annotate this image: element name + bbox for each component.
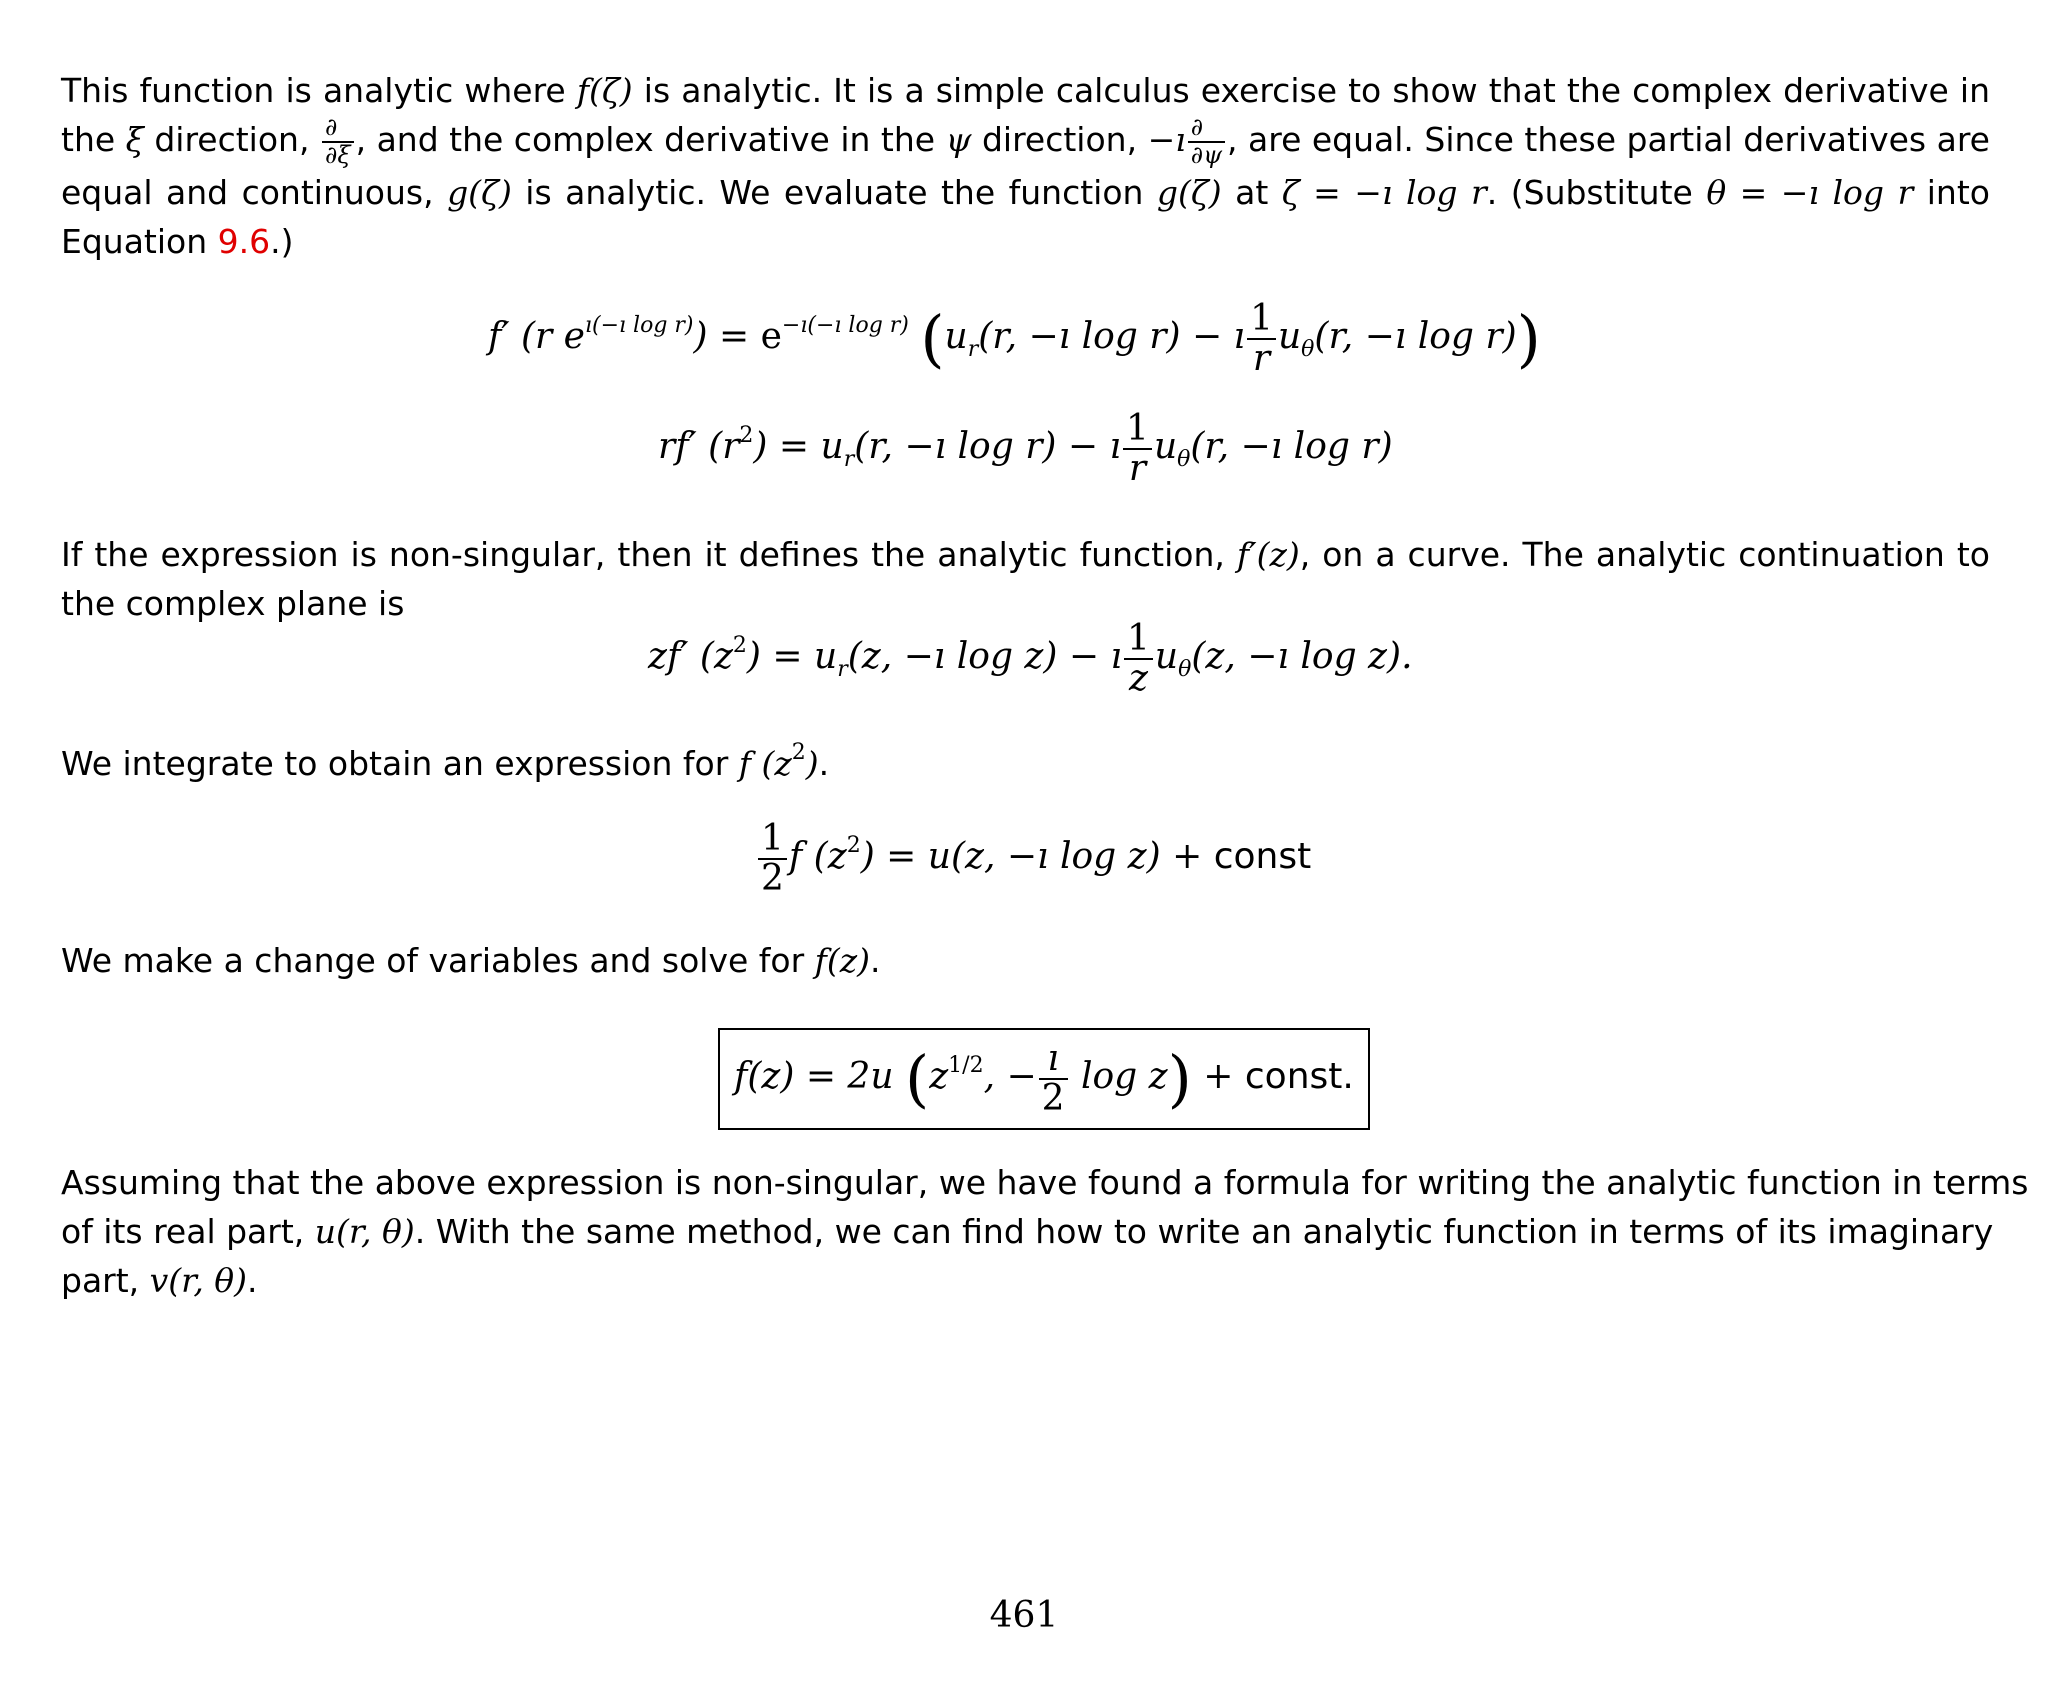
- left-paren: (: [904, 1041, 930, 1115]
- paragraph-analytic-intro: [61, 66, 1990, 266]
- paragraph-conclusion: [61, 1158, 2029, 1305]
- text-line: part, v(r, θ).: [61, 1261, 258, 1300]
- fraction: $\frac{1}{2}$: [758, 820, 787, 898]
- right-paren: ): [1167, 1041, 1192, 1115]
- fraction: $\frac{ı}{2}$: [1039, 1040, 1068, 1118]
- paragraph-continuation: [61, 530, 1990, 628]
- paragraph-change-of-variables: [61, 936, 1990, 985]
- math-inline: ζ = −ı log r: [1281, 172, 1487, 212]
- text-line: equal and continuous, g(ζ) is analytic. We evaluate the function g(ζ) at ζ = −ı log r. (Substitute θ = −ı log r into: [61, 172, 1990, 212]
- text-line: of its real part, u(r, θ). With the same method, we can find how to write an analytic function in terms of its imaginary: [61, 1212, 1994, 1251]
- math-inline: g(ζ): [447, 172, 512, 212]
- text-line: We make a change of variables and solve for f(z).: [61, 941, 881, 980]
- math-inline: ξ: [125, 120, 144, 159]
- text-line: This function is analytic where f(ζ) is analytic. It is a simple calculus exercise to show that the complex derivative in: [61, 71, 1990, 110]
- math-inline: −ı: [1147, 120, 1186, 159]
- math-inline: θ = −ı log r: [1706, 172, 1914, 212]
- text-line: Equation 9.6.): [61, 221, 294, 261]
- text-line: We integrate to obtain an expression for f $(z^2)$.: [61, 740, 830, 783]
- text-line: Assuming that the above expression is non-singular, we have found a formula for writing the analytic function in terms: [61, 1163, 2029, 1202]
- fraction: $\frac{1}{r}$: [1247, 300, 1276, 378]
- left-paren: (: [920, 301, 945, 375]
- math-inline: f(ζ): [576, 71, 633, 110]
- page-number: 461: [989, 1595, 1059, 1636]
- equation-4: $\frac{1}{2}$ f $(z^2) = u(z$, −ı log z) + const: [756, 820, 1311, 898]
- fraction: $\frac{1}{z}$: [1124, 620, 1153, 698]
- math-inline: g(ζ): [1156, 172, 1222, 212]
- equation-2: rf′ $(r^2) = u_r(r$, −ı log r) − ı $\frac{1}{r}$ $u_\theta(r$, −ı log r): [658, 408, 1393, 489]
- text-line: the ξ direction, $\frac{\partial}{\partial\xi}$ , and the complex derivative in the ψ direction, −ı $\frac{\partial}{\partial\psi}$ , are equal. Since these partial derivatives are: [61, 113, 1990, 169]
- boxed-result-equation: f(z) = 2u ($z^{1/2}$, − $\frac{ı}{2}$ log z) + const.: [718, 1028, 1370, 1130]
- fraction: $\frac{1}{r}$: [1123, 410, 1152, 488]
- partial-fraction: $\frac{\partial}{\partial\xi}$: [322, 115, 354, 167]
- equation-1: f′ (r $e^{ı(-ı log r)}) = e^{-ı(-ı log r)}$ ($u_r(r$, −ı log r) − ı $\frac{1}{r}$ $u_\theta(r$, −ı log r)): [488, 298, 1541, 379]
- right-paren: ): [1516, 301, 1541, 375]
- text-line: If the expression is non-singular, then it defines the analytic function, f′(z), on a curve. The analytic continuation to: [61, 535, 1990, 574]
- math-inline: f′(z): [1236, 535, 1300, 574]
- math-inline: ψ: [945, 120, 972, 159]
- partial-fraction: $\frac{\partial}{\partial\psi}$: [1188, 115, 1225, 167]
- equation-reference-link[interactable]: 9.6: [217, 221, 271, 261]
- text-line: the complex plane is: [61, 584, 405, 623]
- equation-3: zf′ $(z^2) = u_r(z$, −ı log z) − ı $\frac{1}{z}$ $u_\theta(z$, −ı log z).: [648, 618, 1413, 699]
- paragraph-integrate: [61, 728, 1990, 788]
